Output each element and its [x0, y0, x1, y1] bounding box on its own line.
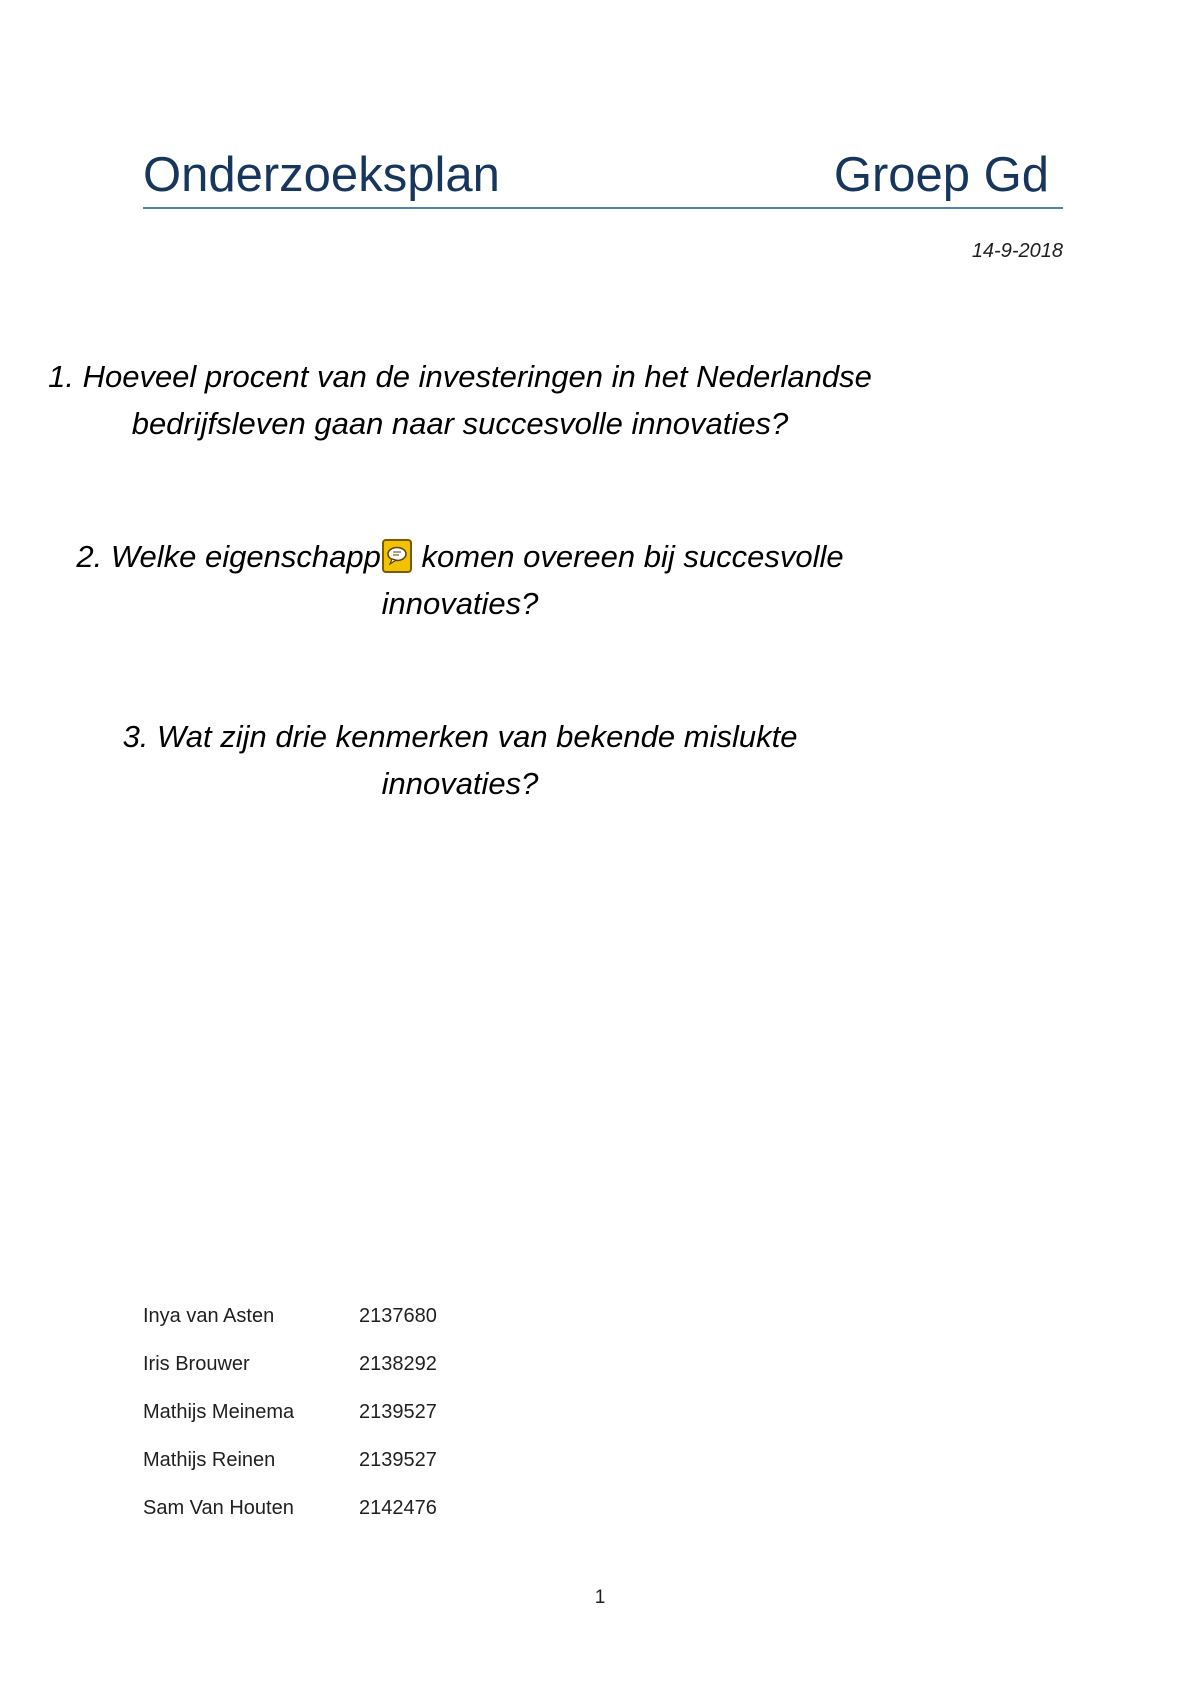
member-name: Inya van Asten — [143, 1305, 275, 1327]
document-date: 14-9-2018 — [971, 240, 1063, 262]
question-2-line-1-end: komen overeen bij succesvolle — [412, 539, 844, 574]
member-name: Iris Brouwer — [143, 1353, 250, 1375]
question-2-line-1-start: 2. Welke eigenschapp — [76, 539, 381, 574]
comment-icon[interactable] — [382, 539, 412, 573]
question-2 — [0, 533, 920, 627]
member-row — [143, 1497, 643, 1545]
page-number: 1 — [594, 1587, 606, 1608]
member-row — [143, 1353, 643, 1401]
question-3-line-1: 3. Wat zijn drie kenmerken van bekende mislukte — [122, 719, 798, 754]
question-2-line-2: innovaties? — [381, 586, 539, 621]
question-1-line-1: 1. Hoeveel procent van de investeringen in het Nederlandse — [48, 359, 872, 394]
member-name: Mathijs Meinema — [143, 1401, 295, 1423]
member-row — [143, 1305, 643, 1353]
member-id: 2137680 — [359, 1305, 437, 1327]
question-1-line-2: bedrijfsleven gaan naar succesvolle innovaties? — [131, 406, 789, 441]
question-1 — [0, 353, 920, 447]
member-id: 2138292 — [359, 1353, 437, 1375]
title-bar — [143, 143, 1063, 209]
document-title: Onderzoeksplan — [143, 148, 500, 202]
member-id: 2139527 — [359, 1449, 437, 1471]
member-name: Sam Van Houten — [143, 1497, 294, 1519]
member-row — [143, 1401, 643, 1449]
question-3-line-2: innovaties? — [381, 766, 539, 801]
question-3 — [0, 713, 920, 807]
member-id: 2139527 — [359, 1401, 437, 1423]
member-row — [143, 1449, 643, 1497]
group-name: Groep Gd — [833, 148, 1049, 202]
member-id: 2142476 — [359, 1497, 437, 1519]
member-name: Mathijs Reinen — [143, 1449, 276, 1471]
member-list — [143, 1305, 643, 1545]
